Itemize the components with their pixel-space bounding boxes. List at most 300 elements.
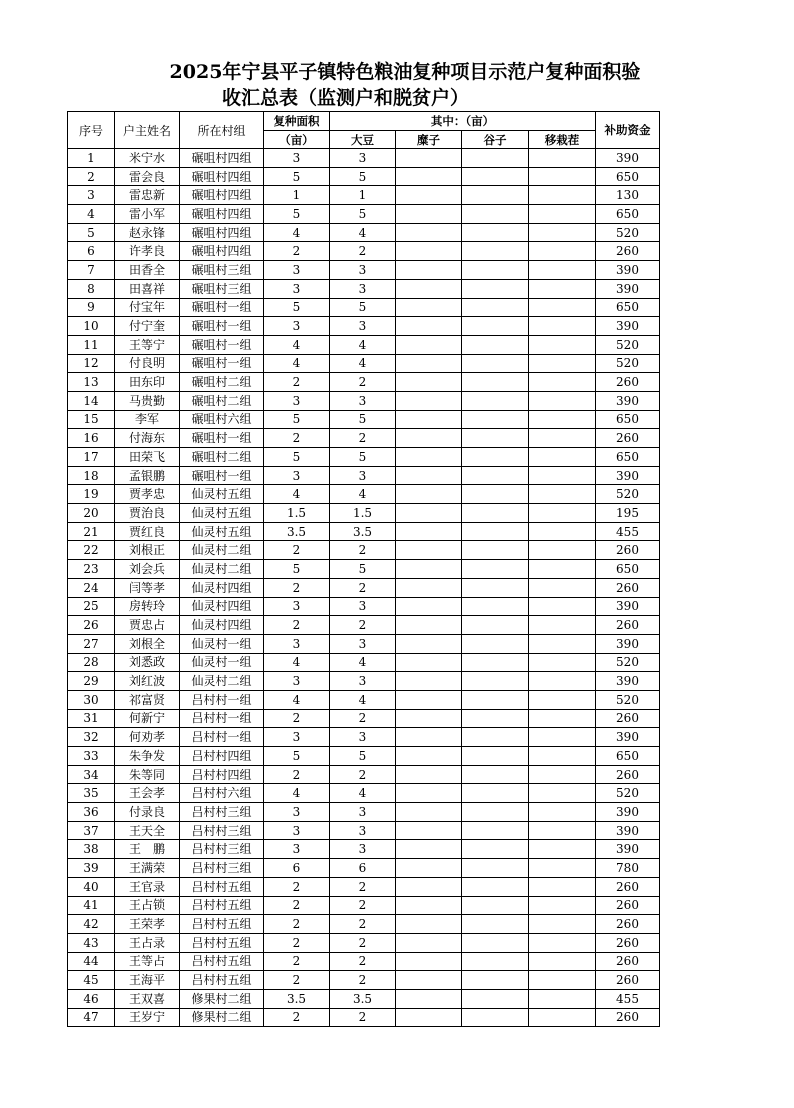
cell-transplant <box>529 167 596 186</box>
cell-area: 2 <box>264 971 330 990</box>
cell-seq: 7 <box>68 261 115 280</box>
cell-grain <box>462 522 529 541</box>
cell-village: 修果村二组 <box>180 989 264 1008</box>
cell-soy: 4 <box>330 485 396 504</box>
header-seq: 序号 <box>68 112 115 149</box>
table-row <box>68 541 660 560</box>
cell-grain <box>462 933 529 952</box>
cell-area: 2 <box>264 952 330 971</box>
cell-grain <box>462 1008 529 1027</box>
cell-transplant <box>529 989 596 1008</box>
cell-subsidy: 650 <box>596 167 660 186</box>
cell-transplant <box>529 709 596 728</box>
cell-grain <box>462 896 529 915</box>
cell-soy: 2 <box>330 709 396 728</box>
cell-grain <box>462 242 529 261</box>
cell-grain <box>462 317 529 336</box>
cell-transplant <box>529 429 596 448</box>
cell-village: 碾咀村一组 <box>180 354 264 373</box>
cell-millet <box>396 597 462 616</box>
cell-seq: 30 <box>68 690 115 709</box>
cell-grain <box>462 765 529 784</box>
cell-area: 2 <box>264 578 330 597</box>
cell-area: 5 <box>264 410 330 429</box>
cell-millet <box>396 765 462 784</box>
cell-grain <box>462 915 529 934</box>
cell-area: 4 <box>264 485 330 504</box>
cell-area: 5 <box>264 167 330 186</box>
cell-subsidy: 520 <box>596 690 660 709</box>
cell-millet <box>396 877 462 896</box>
table-row <box>68 242 660 261</box>
cell-village: 仙灵村二组 <box>180 541 264 560</box>
cell-subsidy: 520 <box>596 653 660 672</box>
cell-soy: 3 <box>330 597 396 616</box>
cell-millet <box>396 223 462 242</box>
table-row <box>68 784 660 803</box>
cell-soy: 4 <box>330 354 396 373</box>
table-row <box>68 821 660 840</box>
cell-village: 仙灵村一组 <box>180 634 264 653</box>
cell-name: 王占锁 <box>115 896 180 915</box>
cell-millet <box>396 354 462 373</box>
cell-village: 吕村村五组 <box>180 915 264 934</box>
cell-subsidy: 260 <box>596 541 660 560</box>
cell-grain <box>462 186 529 205</box>
cell-subsidy: 260 <box>596 933 660 952</box>
cell-seq: 3 <box>68 186 115 205</box>
header-among: 其中：（亩） <box>330 112 596 131</box>
table-row <box>68 765 660 784</box>
cell-millet <box>396 634 462 653</box>
cell-grain <box>462 429 529 448</box>
cell-subsidy: 260 <box>596 578 660 597</box>
cell-soy: 1 <box>330 186 396 205</box>
cell-millet <box>396 896 462 915</box>
cell-millet <box>396 429 462 448</box>
cell-soy: 6 <box>330 859 396 878</box>
cell-millet <box>396 205 462 224</box>
cell-grain <box>462 448 529 467</box>
table-row <box>68 578 660 597</box>
cell-seq: 32 <box>68 728 115 747</box>
table-row <box>68 672 660 691</box>
cell-subsidy: 390 <box>596 728 660 747</box>
table-row <box>68 597 660 616</box>
cell-subsidy: 260 <box>596 1008 660 1027</box>
table-row <box>68 298 660 317</box>
cell-grain <box>462 167 529 186</box>
cell-grain <box>462 504 529 523</box>
cell-millet <box>396 747 462 766</box>
cell-millet <box>396 504 462 523</box>
cell-area: 2 <box>264 896 330 915</box>
cell-village: 吕村村一组 <box>180 709 264 728</box>
cell-soy: 2 <box>330 578 396 597</box>
cell-millet <box>396 915 462 934</box>
cell-name: 王等宁 <box>115 335 180 354</box>
cell-area: 4 <box>264 354 330 373</box>
cell-village: 碾咀村一组 <box>180 466 264 485</box>
cell-area: 3 <box>264 279 330 298</box>
cell-grain <box>462 690 529 709</box>
cell-soy: 3.5 <box>330 989 396 1008</box>
cell-area: 4 <box>264 784 330 803</box>
cell-village: 仙灵村二组 <box>180 560 264 579</box>
cell-village: 碾咀村一组 <box>180 335 264 354</box>
cell-village: 吕村村五组 <box>180 952 264 971</box>
cell-subsidy: 130 <box>596 186 660 205</box>
cell-name: 贾红良 <box>115 522 180 541</box>
cell-subsidy: 520 <box>596 354 660 373</box>
cell-subsidy: 260 <box>596 373 660 392</box>
cell-soy: 2 <box>330 1008 396 1027</box>
document-title-line1: 2025年宁县平子镇特色粮油复种项目示范户复种面积验 <box>169 61 641 83</box>
cell-transplant <box>529 261 596 280</box>
cell-area: 1 <box>264 186 330 205</box>
cell-millet <box>396 709 462 728</box>
cell-name: 许孝良 <box>115 242 180 261</box>
table-row <box>68 896 660 915</box>
cell-subsidy: 390 <box>596 261 660 280</box>
cell-village: 修果村二组 <box>180 1008 264 1027</box>
cell-area: 3.5 <box>264 989 330 1008</box>
cell-transplant <box>529 915 596 934</box>
cell-soy: 2 <box>330 877 396 896</box>
header-area: 复种面积 <box>264 112 330 131</box>
cell-millet <box>396 485 462 504</box>
cell-name: 王双喜 <box>115 989 180 1008</box>
cell-seq: 8 <box>68 279 115 298</box>
cell-grain <box>462 859 529 878</box>
cell-millet <box>396 971 462 990</box>
cell-transplant <box>529 242 596 261</box>
cell-seq: 46 <box>68 989 115 1008</box>
cell-millet <box>396 448 462 467</box>
cell-grain <box>462 149 529 168</box>
cell-seq: 31 <box>68 709 115 728</box>
header-area-unit: （亩） <box>264 131 330 149</box>
cell-transplant <box>529 373 596 392</box>
cell-subsidy: 260 <box>596 952 660 971</box>
cell-village: 碾咀村三组 <box>180 261 264 280</box>
cell-soy: 4 <box>330 784 396 803</box>
cell-subsidy: 650 <box>596 747 660 766</box>
cell-name: 雷小军 <box>115 205 180 224</box>
cell-soy: 3 <box>330 391 396 410</box>
cell-name: 米宁水 <box>115 149 180 168</box>
cell-transplant <box>529 504 596 523</box>
cell-name: 刘悉政 <box>115 653 180 672</box>
cell-area: 5 <box>264 448 330 467</box>
cell-grain <box>462 784 529 803</box>
cell-area: 5 <box>264 560 330 579</box>
cell-village: 吕村村三组 <box>180 821 264 840</box>
cell-subsidy: 390 <box>596 466 660 485</box>
cell-soy: 3 <box>330 821 396 840</box>
document-title-line2: 收汇总表（监测户和脱贫户） <box>222 87 470 109</box>
cell-name: 王海平 <box>115 971 180 990</box>
cell-name: 王岁宁 <box>115 1008 180 1027</box>
cell-village: 碾咀村一组 <box>180 429 264 448</box>
cell-millet <box>396 803 462 822</box>
cell-grain <box>462 840 529 859</box>
cell-soy: 5 <box>330 298 396 317</box>
cell-millet <box>396 821 462 840</box>
cell-name: 付良明 <box>115 354 180 373</box>
cell-village: 碾咀村四组 <box>180 223 264 242</box>
cell-name: 刘根正 <box>115 541 180 560</box>
cell-grain <box>462 952 529 971</box>
cell-area: 2 <box>264 765 330 784</box>
table-row <box>68 859 660 878</box>
cell-village: 仙灵村二组 <box>180 672 264 691</box>
cell-subsidy: 650 <box>596 298 660 317</box>
cell-seq: 25 <box>68 597 115 616</box>
cell-name: 王天全 <box>115 821 180 840</box>
cell-soy: 4 <box>330 223 396 242</box>
cell-name: 赵永锋 <box>115 223 180 242</box>
cell-transplant <box>529 410 596 429</box>
cell-name: 贾忠占 <box>115 616 180 635</box>
cell-subsidy: 390 <box>596 672 660 691</box>
table-row <box>68 167 660 186</box>
cell-subsidy: 260 <box>596 616 660 635</box>
header-soy: 大豆 <box>330 131 396 149</box>
cell-seq: 38 <box>68 840 115 859</box>
cell-area: 2 <box>264 709 330 728</box>
cell-transplant <box>529 803 596 822</box>
cell-seq: 9 <box>68 298 115 317</box>
table-row <box>68 634 660 653</box>
cell-millet <box>396 186 462 205</box>
cell-village: 吕村村三组 <box>180 859 264 878</box>
cell-seq: 34 <box>68 765 115 784</box>
cell-seq: 14 <box>68 391 115 410</box>
cell-name: 孟银鹏 <box>115 466 180 485</box>
header-grain: 谷子 <box>462 131 529 149</box>
cell-area: 2 <box>264 242 330 261</box>
cell-transplant <box>529 765 596 784</box>
cell-transplant <box>529 391 596 410</box>
cell-area: 3 <box>264 728 330 747</box>
cell-name: 付宁奎 <box>115 317 180 336</box>
cell-grain <box>462 803 529 822</box>
cell-village: 仙灵村五组 <box>180 504 264 523</box>
cell-name: 贾孝忠 <box>115 485 180 504</box>
cell-grain <box>462 597 529 616</box>
cell-seq: 23 <box>68 560 115 579</box>
cell-seq: 1 <box>68 149 115 168</box>
cell-millet <box>396 373 462 392</box>
cell-grain <box>462 279 529 298</box>
cell-subsidy: 390 <box>596 821 660 840</box>
cell-area: 2 <box>264 429 330 448</box>
table-row <box>68 466 660 485</box>
table-row <box>68 989 660 1008</box>
cell-area: 2 <box>264 541 330 560</box>
cell-transplant <box>529 690 596 709</box>
cell-subsidy: 520 <box>596 485 660 504</box>
cell-subsidy: 195 <box>596 504 660 523</box>
cell-soy: 2 <box>330 765 396 784</box>
cell-name: 雷忠新 <box>115 186 180 205</box>
cell-soy: 3 <box>330 279 396 298</box>
cell-grain <box>462 747 529 766</box>
cell-seq: 41 <box>68 896 115 915</box>
table-row <box>68 485 660 504</box>
cell-village: 碾咀村四组 <box>180 205 264 224</box>
cell-millet <box>396 728 462 747</box>
cell-transplant <box>529 634 596 653</box>
cell-grain <box>462 261 529 280</box>
cell-grain <box>462 672 529 691</box>
cell-seq: 20 <box>68 504 115 523</box>
cell-subsidy: 390 <box>596 803 660 822</box>
cell-soy: 3 <box>330 728 396 747</box>
cell-area: 2 <box>264 915 330 934</box>
cell-soy: 4 <box>330 653 396 672</box>
table-body <box>68 149 660 1027</box>
cell-area: 3 <box>264 261 330 280</box>
header-name: 户主姓名 <box>115 112 180 149</box>
cell-millet <box>396 989 462 1008</box>
cell-transplant <box>529 223 596 242</box>
table-row <box>68 803 660 822</box>
cell-transplant <box>529 186 596 205</box>
cell-soy: 3 <box>330 466 396 485</box>
cell-transplant <box>529 784 596 803</box>
cell-seq: 19 <box>68 485 115 504</box>
cell-village: 仙灵村四组 <box>180 578 264 597</box>
cell-village: 碾咀村二组 <box>180 391 264 410</box>
cell-name: 王官录 <box>115 877 180 896</box>
table-row <box>68 504 660 523</box>
cell-village: 碾咀村三组 <box>180 279 264 298</box>
cell-grain <box>462 485 529 504</box>
cell-millet <box>396 933 462 952</box>
cell-subsidy: 390 <box>596 634 660 653</box>
cell-seq: 16 <box>68 429 115 448</box>
table-row <box>68 354 660 373</box>
table-row <box>68 205 660 224</box>
cell-seq: 40 <box>68 877 115 896</box>
cell-soy: 5 <box>330 167 396 186</box>
cell-seq: 22 <box>68 541 115 560</box>
cell-subsidy: 260 <box>596 242 660 261</box>
table-row <box>68 279 660 298</box>
cell-millet <box>396 167 462 186</box>
cell-name: 王荣孝 <box>115 915 180 934</box>
cell-seq: 6 <box>68 242 115 261</box>
cell-seq: 10 <box>68 317 115 336</box>
cell-seq: 11 <box>68 335 115 354</box>
cell-transplant <box>529 149 596 168</box>
cell-soy: 3 <box>330 672 396 691</box>
cell-seq: 18 <box>68 466 115 485</box>
cell-millet <box>396 410 462 429</box>
cell-name: 朱等同 <box>115 765 180 784</box>
cell-grain <box>462 335 529 354</box>
cell-seq: 33 <box>68 747 115 766</box>
cell-subsidy: 650 <box>596 205 660 224</box>
cell-village: 碾咀村一组 <box>180 298 264 317</box>
cell-subsidy: 390 <box>596 391 660 410</box>
cell-grain <box>462 653 529 672</box>
cell-village: 吕村村五组 <box>180 971 264 990</box>
cell-grain <box>462 989 529 1008</box>
cell-village: 碾咀村四组 <box>180 186 264 205</box>
cell-name: 雷会良 <box>115 167 180 186</box>
table-row <box>68 747 660 766</box>
cell-seq: 12 <box>68 354 115 373</box>
table-row <box>68 952 660 971</box>
cell-millet <box>396 466 462 485</box>
table-row <box>68 933 660 952</box>
cell-transplant <box>529 821 596 840</box>
cell-seq: 47 <box>68 1008 115 1027</box>
cell-transplant <box>529 317 596 336</box>
cell-village: 吕村村一组 <box>180 690 264 709</box>
table-row <box>68 653 660 672</box>
cell-area: 2 <box>264 933 330 952</box>
cell-soy: 3 <box>330 634 396 653</box>
cell-seq: 26 <box>68 616 115 635</box>
cell-soy: 2 <box>330 429 396 448</box>
cell-seq: 35 <box>68 784 115 803</box>
cell-millet <box>396 840 462 859</box>
table-row <box>68 560 660 579</box>
cell-grain <box>462 391 529 410</box>
cell-transplant <box>529 728 596 747</box>
cell-area: 3 <box>264 149 330 168</box>
cell-area: 4 <box>264 653 330 672</box>
cell-subsidy: 260 <box>596 915 660 934</box>
cell-area: 5 <box>264 298 330 317</box>
table-row <box>68 410 660 429</box>
cell-seq: 4 <box>68 205 115 224</box>
cell-transplant <box>529 335 596 354</box>
cell-transplant <box>529 578 596 597</box>
cell-name: 何新宁 <box>115 709 180 728</box>
cell-name: 房转玲 <box>115 597 180 616</box>
cell-village: 碾咀村六组 <box>180 410 264 429</box>
cell-soy: 3 <box>330 149 396 168</box>
cell-area: 2 <box>264 616 330 635</box>
cell-area: 3 <box>264 317 330 336</box>
cell-subsidy: 260 <box>596 896 660 915</box>
cell-soy: 5 <box>330 205 396 224</box>
cell-transplant <box>529 859 596 878</box>
cell-grain <box>462 373 529 392</box>
cell-grain <box>462 541 529 560</box>
table-row <box>68 223 660 242</box>
cell-seq: 24 <box>68 578 115 597</box>
cell-grain <box>462 298 529 317</box>
cell-seq: 42 <box>68 915 115 934</box>
header-transplant: 移栽茬 <box>529 131 596 149</box>
cell-transplant <box>529 840 596 859</box>
cell-millet <box>396 522 462 541</box>
cell-name: 田喜祥 <box>115 279 180 298</box>
cell-soy: 2 <box>330 616 396 635</box>
cell-soy: 2 <box>330 952 396 971</box>
cell-subsidy: 520 <box>596 223 660 242</box>
cell-millet <box>396 391 462 410</box>
cell-subsidy: 650 <box>596 448 660 467</box>
header-subsidy: 补助资金 <box>596 112 660 149</box>
cell-seq: 27 <box>68 634 115 653</box>
